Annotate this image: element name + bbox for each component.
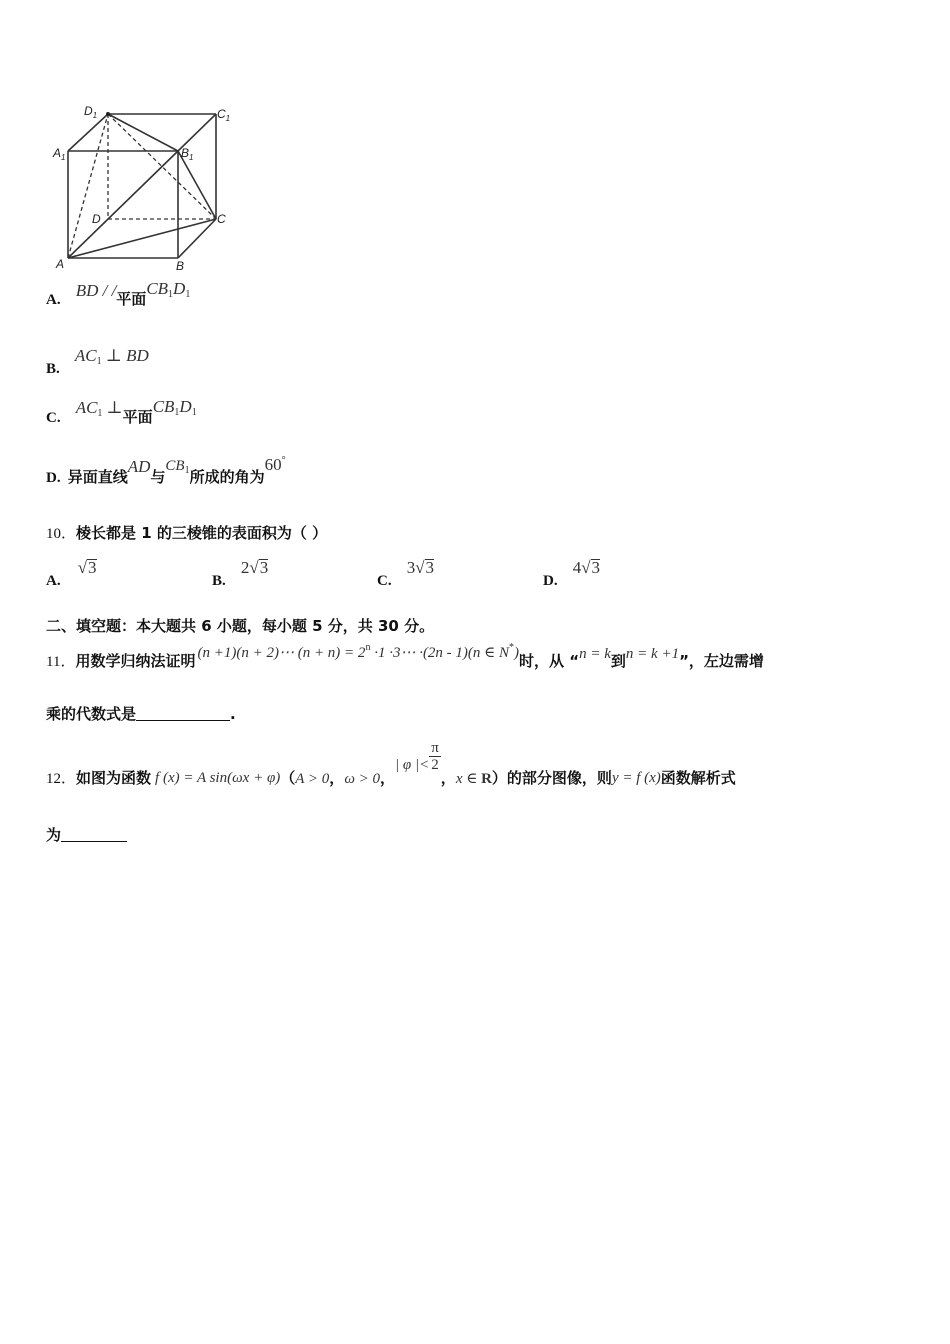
diag-ad1	[68, 114, 108, 258]
q12-line2: 为	[46, 824, 127, 845]
diag-d1b1	[108, 114, 178, 151]
section-title: 二、填空题：本大题共 6 小题，每小题 5 分，共 30 分。	[46, 617, 435, 635]
edge-bc	[178, 219, 216, 258]
q9-option-d: D. 异面直线AD与$CB_1$所成的角为60°	[46, 455, 286, 486]
q12-stem: 12．如图为函数 f (x) = A sin(ωx + φ)（A > 0，ω > 0，| φ |< $\frac{\pi}{2}$ ，x ∈ R）的部分图像，则y = f (x)函数解析式	[46, 740, 736, 787]
diag-ac	[68, 219, 216, 258]
q10-option-a: A. √3	[46, 558, 97, 589]
q9-option-b: B. $AC_1$ ⊥ BD	[46, 346, 149, 377]
q11-line2: 乘的代数式是 .	[46, 705, 236, 723]
label-a1: $A_1$	[53, 146, 66, 162]
cube-figure	[48, 98, 238, 278]
q10-option-b: B. 2√3	[212, 558, 269, 589]
diag-b1c	[178, 151, 216, 219]
label-d: D	[92, 212, 101, 226]
answer-blank[interactable]	[61, 827, 127, 842]
label-c: C	[217, 212, 226, 226]
q10-option-d: D. 4√3	[543, 558, 601, 589]
answer-blank[interactable]	[136, 706, 230, 721]
q10-option-c: C. 3√3	[377, 558, 435, 589]
edge-a1d1	[68, 114, 108, 151]
label-c1: $C_1$	[217, 107, 231, 123]
q11-stem: 11．用数学归纳法证明 (n +1)(n + 2)⋯ $(n + n) = 2^n \cdot 1$ ·3⋯ ·(2n - 1)(n ∈ N*)时，从 “n = k到n = k +1”，左边需增	[46, 642, 764, 670]
q9-option-a: A. BD / /平面$CB_1D_1$	[46, 279, 191, 308]
label-d1: $D_1$	[84, 104, 98, 120]
q10-stem: 10．棱长都是 1 的三棱锥的表面积为（ ）	[46, 524, 328, 542]
label-a: A	[56, 257, 65, 271]
label-b1: $B_1$	[181, 146, 194, 162]
q9-option-c: C. $AC_1$ ⊥平面$CB_1D_1$	[46, 397, 197, 426]
label-b: B	[176, 259, 185, 273]
